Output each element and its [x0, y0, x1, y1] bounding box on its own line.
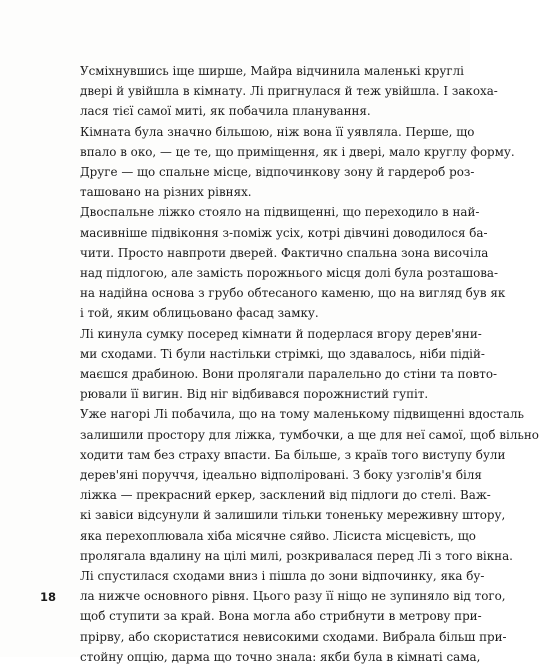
- paragraph: [63, 61, 498, 122]
- text-line: пролягала вдалину на цілі милі, розкривалася перед Лі з того вікна.: [80, 548, 513, 563]
- paragraph: [63, 122, 515, 203]
- text-line: Лі спустилася сходами вниз і пішла до зони відпочинку, яка бу-: [80, 569, 485, 584]
- text-line: Двоспальне ліжко стояло на підвищенні, що переходило в най-: [80, 205, 480, 220]
- paragraph: [63, 202, 506, 323]
- text-line: яка перехоплювала хіба місячне сяйво. Лісиста місцевість, що: [80, 528, 476, 543]
- paragraph: [63, 404, 539, 566]
- text-line: маєшся драбиною. Вони пролягали паралельно до стіни та повто-: [80, 367, 498, 382]
- text-line: дерев'яні поруччя, ідеально відполіровані. З боку узголів'я біля: [80, 468, 482, 483]
- text-line: ташовано на різних рівнях.: [80, 185, 252, 200]
- text-line: Друге — що спальне місце, відпочинкову зону й гардероб роз-: [80, 165, 475, 180]
- text-line: впало в око, — це те, що приміщення, як і двері, мало круглу форму.: [80, 144, 515, 159]
- text-line: Лі кинула сумку посеред кімнати й подерлася вгору дерев'яни-: [80, 326, 482, 341]
- text-line: кі завіси відсунули й залишили тільки тоненьку мереживну штору,: [80, 508, 506, 523]
- body-text: [63, 61, 539, 667]
- text-line: і той, яким облицьовано фасад замку.: [80, 306, 319, 321]
- paragraph: [63, 324, 498, 405]
- text-line: Усміхнувшись іще ширше, Майра відчинила маленькі круглі: [80, 64, 464, 78]
- text-line: на надійна основа з грубо обтесаного каменю, що на вигляд був як: [80, 286, 506, 301]
- text-line: лася тієї самої миті, як побачила планування.: [80, 104, 371, 119]
- page-number: 18: [40, 590, 57, 604]
- text-line: над підлогою, але замість порожнього місця долі була розташова-: [80, 266, 499, 281]
- text-line: чити. Просто навпроти дверей. Фактично спальна зона височіла: [80, 245, 489, 260]
- text-line: стойну опцію, дарма що точно знала: якби була в кімнаті сама,: [80, 649, 481, 664]
- text-line: рювали її вигин. Від ніг відбивався порожнистий гупіт.: [80, 387, 429, 402]
- text-line: Кімната була значно більшою, ніж вона її уявляла. Перше, що: [80, 124, 475, 139]
- text-line: ліжка — прекрасний еркер, засклений від підлоги до стелі. Важ-: [80, 488, 491, 503]
- text-line: ми сходами. Ті були настільки стрімкі, що здавалось, ніби підій-: [80, 346, 485, 361]
- paragraph: [63, 566, 507, 667]
- text-line: прірву, або скористатися невисокими сходами. Вибрала більш при-: [80, 629, 507, 644]
- text-line: залишили простору для ліжка, тумбочки, а ще для неї самої, щоб вільно: [80, 427, 539, 442]
- text-line: щоб ступити за край. Вона могла або стрибнути в метрову при-: [80, 609, 482, 624]
- text-line: двері й увійшла в кімнату. Лі пригнулася й теж увійшла. І закоха-: [80, 84, 498, 99]
- text-line: ла нижче основного рівня. Цього разу її ніщо не зупиняло від того,: [80, 589, 506, 604]
- text-line: ходити там без страху впасти. Ба більше, з країв того виступу були: [80, 447, 506, 462]
- text-line: масивніше підвіконня з-поміж усіх, котрі дівчині доводилося ба-: [80, 225, 488, 240]
- text-line: Уже нагорі Лі побачила, що на тому маленькому підвищенні вдосталь: [80, 407, 524, 422]
